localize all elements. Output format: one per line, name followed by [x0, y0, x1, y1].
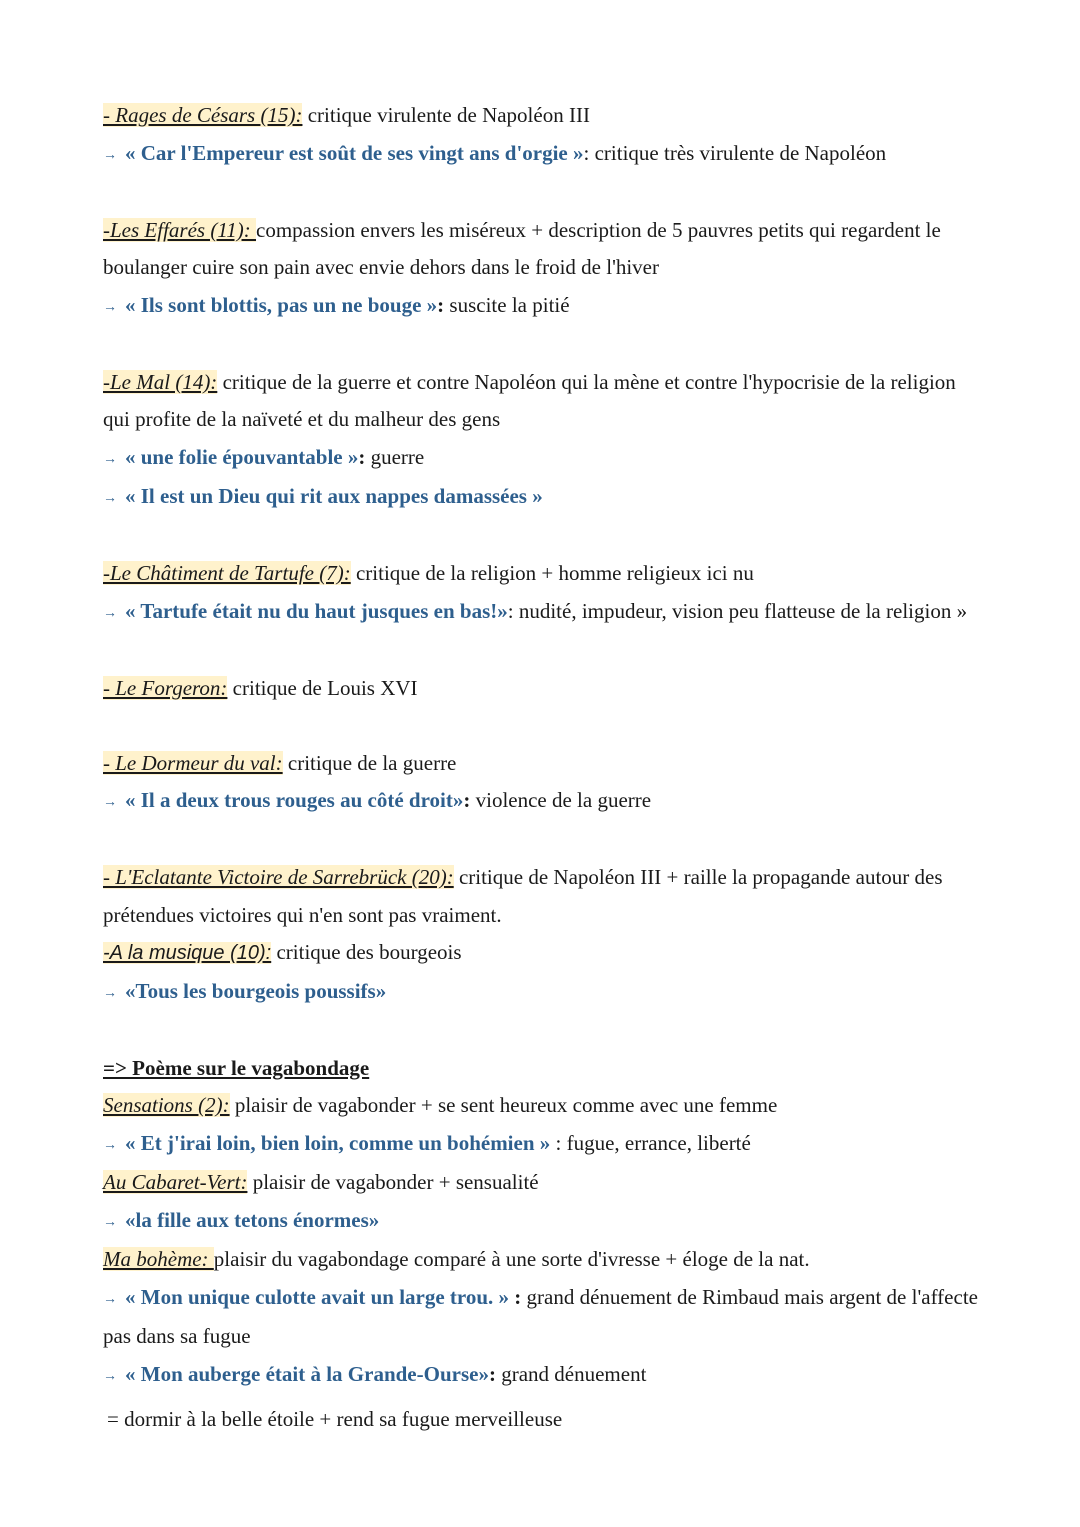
poem-description: plaisir du vagabondage comparé à une sorte d'ivresse + éloge de la nat. — [213, 1247, 810, 1271]
quote-line — [103, 1202, 983, 1242]
poem-title: -Les Effarés (11): — [103, 217, 256, 242]
quote-comment: violence de la guerre — [470, 788, 652, 812]
quote-comment: suscite la pitié — [444, 292, 570, 317]
poem-description: critique de la guerre et contre Napoléon qui la mène et contre l'hypocrisie de la religion qui profite de la naïveté et du malheur des gens — [103, 369, 956, 431]
poem-description: critique virulente de Napoléon III — [302, 103, 590, 127]
conclusion-text: = dormir à la belle étoile + rend sa fugue merveilleuse — [107, 1407, 563, 1431]
entry-rages-de-cesars — [103, 97, 983, 135]
quote-text: « Car l'Empereur est soût de ses vingt ans d'orgie » — [125, 140, 584, 165]
poem-title: -A la musique (10): — [103, 942, 272, 964]
quote-line — [103, 1279, 983, 1356]
poem-title: - L'Eclatante Victoire de Sarrebrück (20): — [103, 865, 454, 889]
quote-colon: : — [488, 1361, 496, 1386]
poem-title: -Le Mal (14): — [103, 369, 218, 394]
quote-text: « Mon unique culotte avait un large trou. » — [125, 1284, 510, 1309]
arrow-right-icon: → — [103, 795, 117, 810]
poem-description: critique de la guerre — [282, 750, 457, 775]
poem-title: Ma bohème: — [103, 1247, 214, 1271]
arrow-right-icon: → — [103, 1291, 117, 1307]
arrow-right-icon: → — [103, 491, 117, 506]
quote-line — [103, 1356, 983, 1396]
arrow-right-icon: → — [103, 1368, 117, 1384]
quote-colon: : — [509, 1284, 522, 1309]
quote-text: « Ils sont blottis, pas un ne bouge » — [125, 292, 438, 317]
arrow-right-icon: → — [103, 299, 117, 315]
poem-title: -Le Châtiment de Tartufe (7): — [103, 561, 351, 585]
arrow-right-icon: → — [103, 1214, 117, 1230]
quote-text: « une folie épouvantable » — [125, 444, 359, 469]
quote-comment: grand dénuement — [495, 1361, 647, 1386]
section-heading-vagabondage — [103, 1050, 983, 1088]
quote-text: «la fille aux tetons énormes» — [125, 1207, 380, 1232]
quote-line — [103, 593, 983, 633]
entry-eclatante-victoire-sarrebruck — [103, 859, 983, 934]
entry-le-mal — [103, 364, 983, 439]
quote-comment: guerre — [365, 444, 425, 469]
poem-title: - Rages de Césars (15): — [103, 103, 303, 127]
entry-a-la-musique — [103, 934, 983, 973]
poem-description: plaisir de vagabonder + sensualité — [247, 1170, 539, 1194]
poem-description: critique de Napoléon III + raille la propagande autour des prétendues victoires qui n'en sont pas vraiment. — [103, 865, 943, 927]
quote-text: « Tartufe était nu du haut jusques en bas!» — [125, 598, 508, 623]
poem-description: critique de la religion + homme religieux ici nu — [350, 561, 754, 585]
entry-le-forgeron — [103, 670, 983, 708]
arrow-right-icon: → — [103, 147, 117, 163]
poem-title: - Le Dormeur du val: — [103, 750, 283, 775]
quote-line — [103, 1125, 983, 1165]
entry-le-dormeur-du-val — [103, 745, 983, 783]
quote-line — [103, 478, 983, 518]
quote-comment: : fugue, errance, liberté — [550, 1130, 751, 1155]
quote-colon: : — [437, 292, 445, 317]
quote-line — [103, 439, 983, 479]
poem-description: critique des bourgeois — [271, 940, 462, 964]
poem-description: critique de Louis XVI — [227, 675, 418, 700]
poem-title: - Le Forgeron: — [103, 675, 228, 700]
quote-text: « Et j'irai loin, bien loin, comme un bohémien » — [125, 1130, 551, 1155]
quote-line — [103, 287, 983, 327]
quote-line — [103, 973, 983, 1013]
quote-text: «Tous les bourgeois poussifs» — [125, 978, 387, 1003]
quote-comment: : critique très virulente de Napoléon — [583, 140, 887, 165]
quote-text: « Il est un Dieu qui rit aux nappes damassées » — [125, 484, 543, 508]
entry-au-cabaret-vert — [103, 1164, 983, 1202]
arrow-right-icon: → — [103, 1137, 117, 1153]
arrow-right-icon: → — [103, 451, 117, 467]
document-page — [103, 97, 983, 1439]
entry-chatiment-de-tartufe — [103, 555, 983, 593]
arrow-right-icon: → — [103, 605, 117, 621]
poem-description: compassion envers les miséreux + description de 5 pauvres petits qui regardent le boulanger cuire son pain avec envie dehors dans le froid de l'hiver — [103, 217, 941, 279]
entry-ma-boheme — [103, 1241, 983, 1279]
conclusion-line — [103, 1401, 983, 1439]
poem-title: Au Cabaret-Vert: — [103, 1170, 248, 1194]
quote-comment: : nudité, impudeur, vision peu flatteuse de la religion » — [507, 598, 968, 623]
quote-colon: : — [358, 444, 366, 469]
section-heading: => Poème sur le vagabondage — [103, 1055, 370, 1080]
entry-sensations — [103, 1087, 983, 1125]
quote-line — [103, 135, 983, 175]
quote-line — [103, 782, 983, 822]
arrow-right-icon: → — [103, 985, 117, 1001]
quote-text: « Il a deux trous rouges au côté droit» — [125, 788, 464, 812]
quote-colon: : — [463, 788, 471, 812]
quote-text: « Mon auberge était à la Grande-Ourse» — [125, 1361, 489, 1386]
quote-comment: grand dénuement de Rimbaud mais argent de l'affecte pas dans sa fugue — [103, 1284, 978, 1348]
entry-les-effares — [103, 212, 983, 287]
poem-title: Sensations (2): — [103, 1093, 230, 1117]
poem-description: plaisir de vagabonder + se sent heureux comme avec une femme — [229, 1093, 778, 1117]
